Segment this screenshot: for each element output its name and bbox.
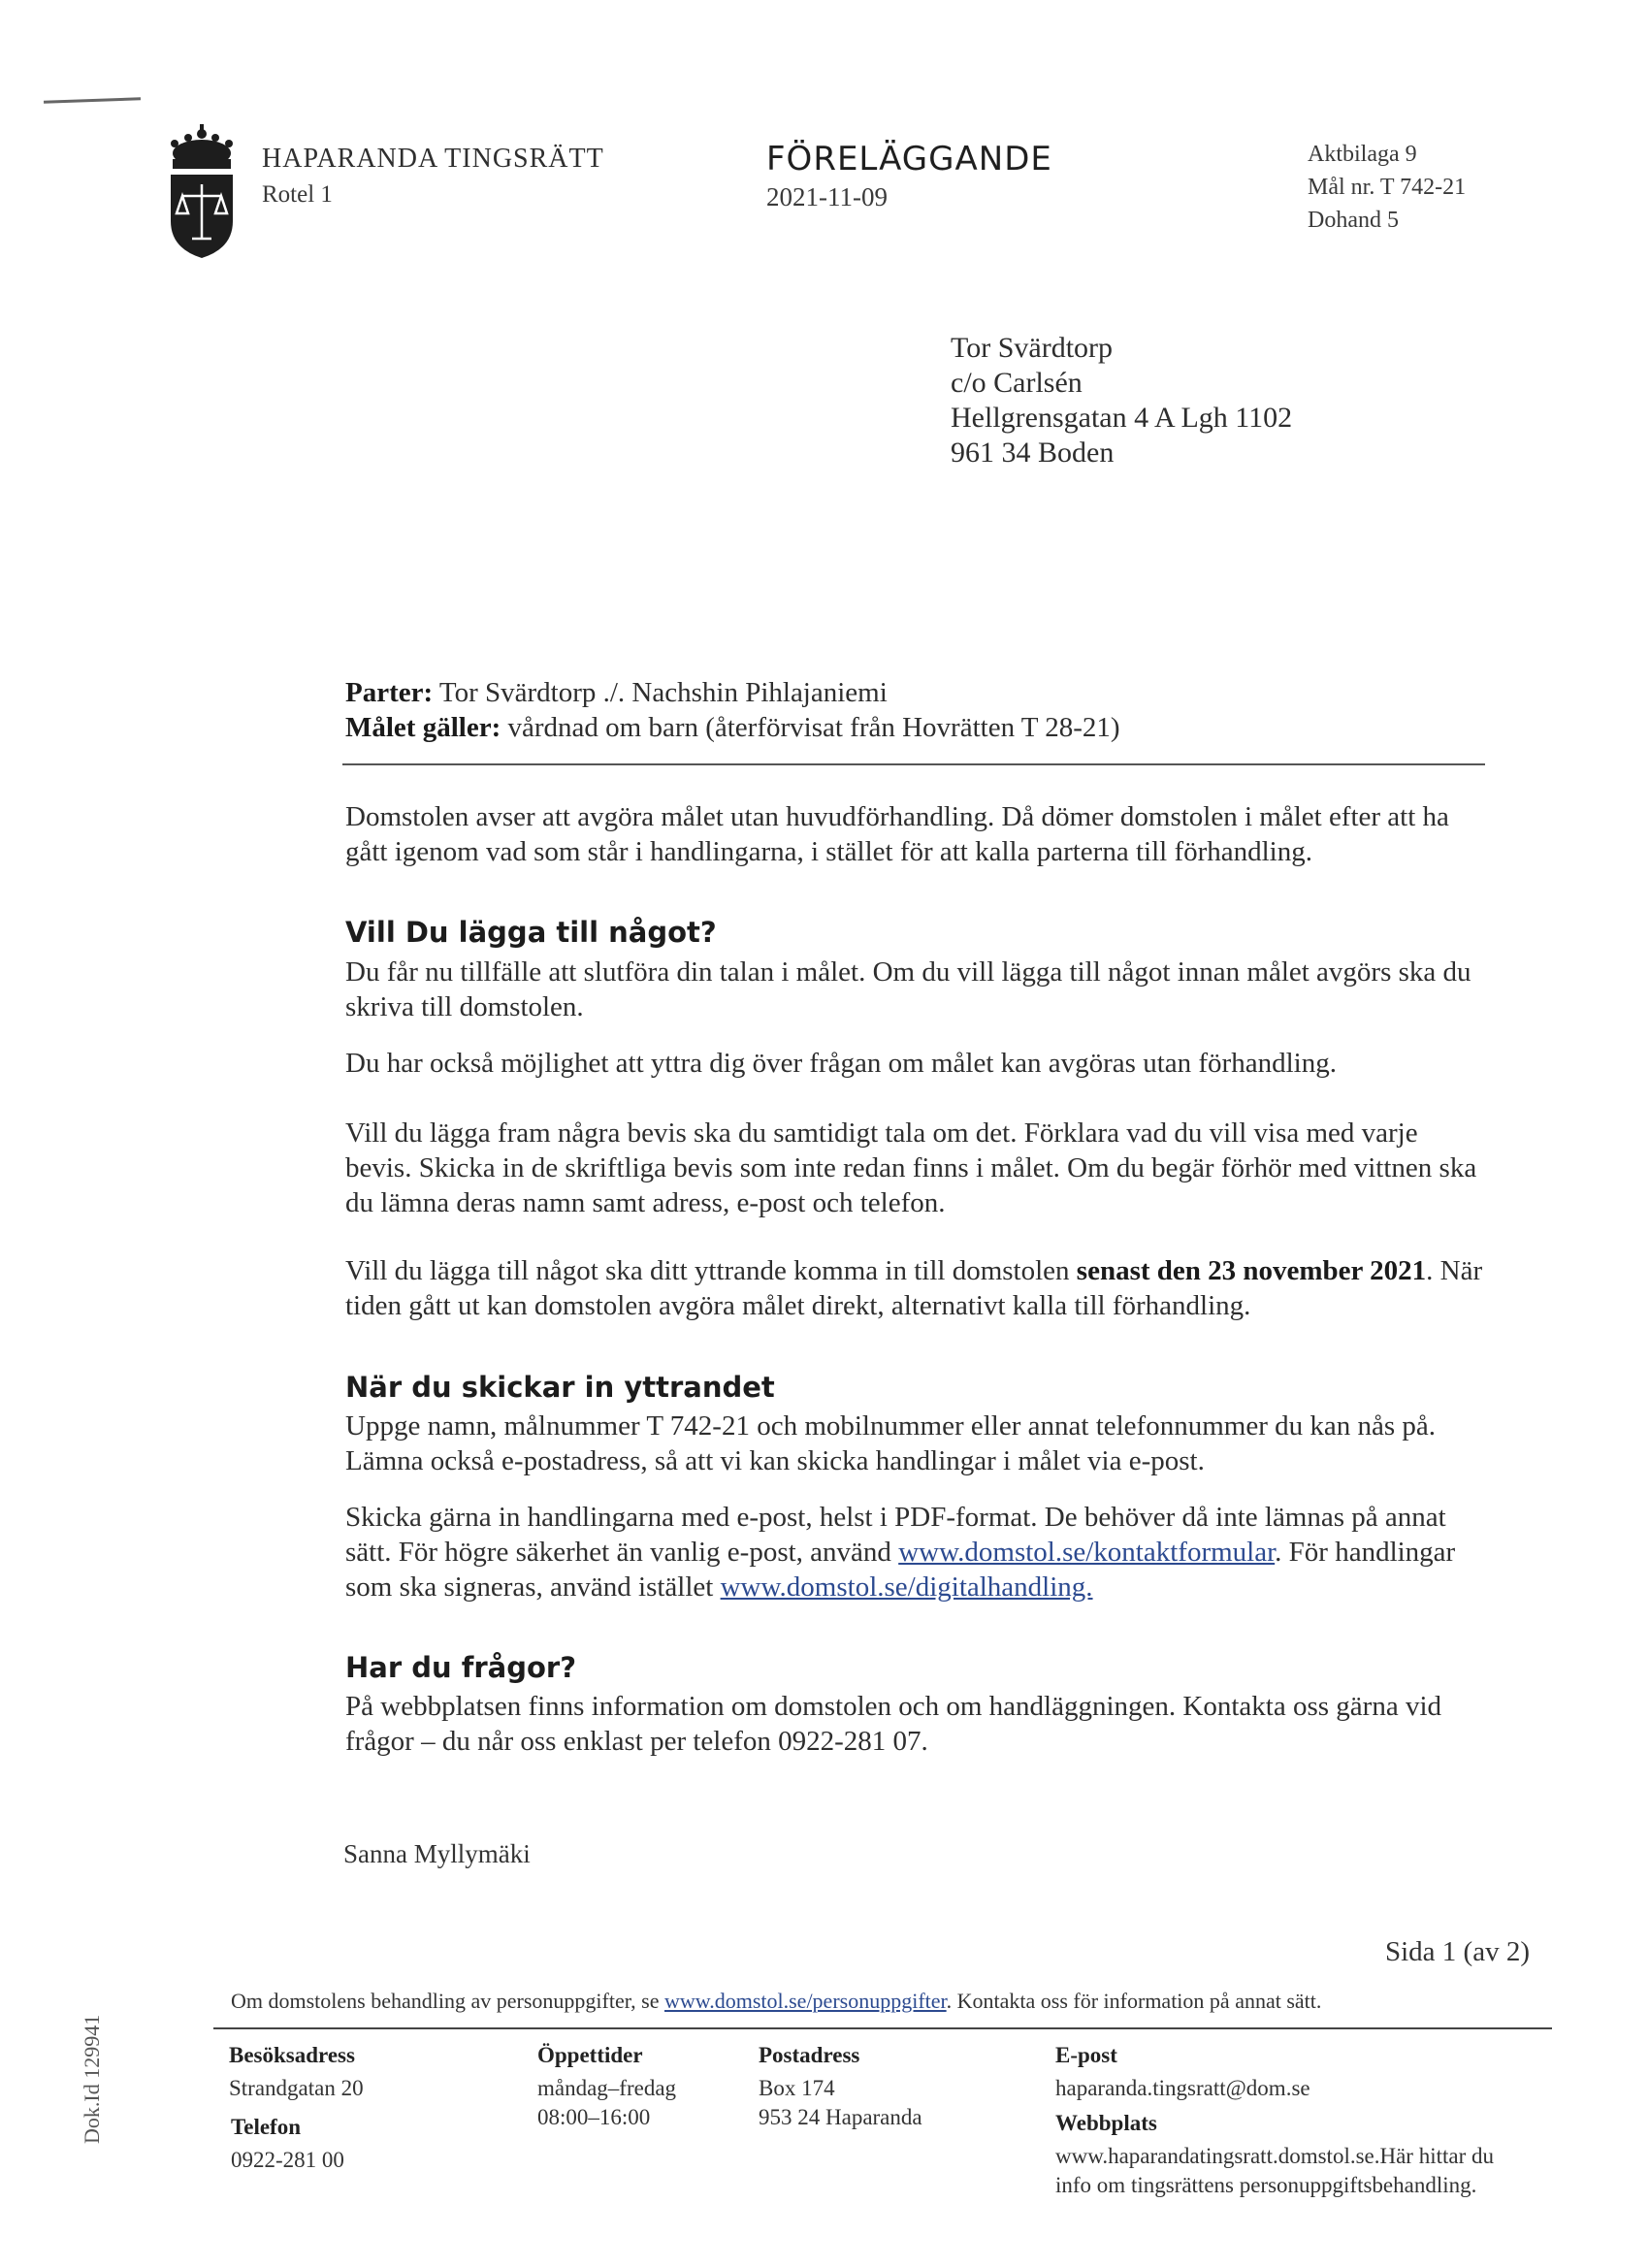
- paragraph-without-hearing: Du har också möjlighet att yttra dig över frågan om målet kan avgöras utan förhandling.: [345, 1048, 1337, 1079]
- footer-postal-label: Postadress: [759, 2043, 860, 2067]
- parties-value: Tor Svärdtorp ./. Nachshin Pihlajaniemi: [438, 677, 888, 708]
- contact-form-link[interactable]: www.domstol.se/kontaktformular: [898, 1537, 1276, 1568]
- ref-dohand: Dohand 5: [1308, 208, 1399, 233]
- digital-handling-link[interactable]: www.domstol.se/digitalhandling.: [720, 1571, 1093, 1603]
- privacy-notice: [231, 1989, 1321, 2014]
- footer-email-value[interactable]: haparanda.tingsratt@dom.se: [1055, 2076, 1310, 2100]
- heading-submitting: När du skickar in yttrandet: [345, 1371, 775, 1404]
- court-name: HAPARANDA TINGSRÄTT: [262, 144, 604, 174]
- paragraph-deadline: [345, 1253, 1490, 1323]
- case-subject-label: Målet gäller:: [345, 712, 501, 743]
- paragraph-evidence: Vill du lägga fram några bevis ska du samtidigt tala om det. Förklara vad du vill visa med varje bevis. Skicka in de skriftliga bevis som inte redan finns i målet. Om du begär förhör med vittnen ska du lämna deras namn samt adress, e-post och telefon.: [345, 1118, 1477, 1218]
- privacy-link[interactable]: www.domstol.se/personuppgifter: [663, 1989, 947, 2013]
- document-type: FÖRELÄGGANDE: [766, 140, 1052, 178]
- footer-postal-city: 953 24 Haparanda: [759, 2105, 922, 2129]
- recipient-city: 961 34 Boden: [951, 437, 1115, 469]
- case-subject-value: vårdnad om barn (återförvisat från Hovrätten T 28-21): [507, 712, 1120, 743]
- deadline-pre: Vill du lägga till något ska ditt yttrande komma in till domstolen: [345, 1255, 1077, 1286]
- parties-line: [345, 677, 888, 709]
- recipient-name: Tor Svärdtorp: [951, 332, 1114, 364]
- court-rotel: Rotel 1: [262, 181, 333, 208]
- footer-visit-value: Strandgatan 20: [229, 2076, 364, 2100]
- footer-visit-label: Besöksadress: [229, 2043, 355, 2067]
- ref-aktbilaga: Aktbilaga 9: [1308, 142, 1417, 167]
- email-text-a: Skicka gärna in handlingarna med e-post, helst i PDF-format. De behöver då inte lämnas på annat sätt. För högre säkerhet än vanlig e-post, använd: [345, 1502, 1446, 1568]
- recipient-co: c/o Carlsén: [951, 367, 1083, 399]
- privacy-pre: Om domstolens behandling av personuppgifter, se: [231, 1989, 664, 2013]
- heading-questions: Har du frågor?: [345, 1651, 577, 1684]
- deadline-post: . När tiden gått ut kan domstolen avgöra målet direkt, alternativt kalla till förhandling.: [345, 1255, 1483, 1321]
- ref-case-number: Mål nr. T 742-21: [1308, 175, 1467, 200]
- paragraph-contact-details: Uppge namn, målnummer T 742-21 och mobilnummer eller annat telefonnummer du kan nås på. Lämna också e-postadress, så att vi kan skicka handlingar i målet via e-post.: [345, 1410, 1437, 1476]
- footer-web-value-2: info om tingsrättens personuppgiftsbehandling.: [1055, 2173, 1477, 2197]
- footer-phone-value: 0922-281 00: [231, 2148, 344, 2172]
- deadline-date: senast den 23 november 2021: [1076, 1255, 1427, 1286]
- court-crest-icon: [165, 124, 239, 260]
- footer-web-label: Webbplats: [1055, 2111, 1157, 2135]
- paragraph-questions: På webbplatsen finns information om domstolen och om handläggningen. Kontakta oss gärna vid frågor – du når oss enklast per telefon 0922-281 07.: [345, 1691, 1441, 1757]
- email-text-b: . För handlingar som ska signeras, använd istället: [345, 1537, 1456, 1603]
- scan-mark: [44, 97, 141, 103]
- privacy-post: . Kontakta oss för information på annat sätt.: [946, 1989, 1322, 2013]
- heading-add-something: Vill Du lägga till något?: [345, 916, 717, 949]
- footer-postal-box: Box 174: [759, 2076, 835, 2100]
- footer-hours-time: 08:00–16:00: [537, 2105, 651, 2129]
- footer-phone-label: Telefon: [231, 2115, 301, 2139]
- page-number: Sida 1 (av 2): [1385, 1936, 1530, 1967]
- intro-paragraph: Domstolen avser att avgöra målet utan huvudförhandling. Då dömer domstolen i målet efter att ha gått igenom vad som står i handlingarna, i stället för att kalla parterna till förhandling.: [345, 801, 1449, 867]
- footer-divider: [213, 2027, 1552, 2029]
- parties-label: Parter:: [345, 677, 434, 708]
- footer-web-value-1[interactable]: www.haparandatingsratt.domstol.se.Här hittar du: [1055, 2144, 1495, 2168]
- signature: Sanna Myllymäki: [343, 1839, 531, 1868]
- paragraph-email-submission: [345, 1500, 1490, 1604]
- footer-hours-days: måndag–fredag: [537, 2076, 677, 2100]
- footer-hours-label: Öppettider: [537, 2043, 643, 2067]
- recipient-street: Hellgrensgatan 4 A Lgh 1102: [951, 402, 1293, 434]
- document-date: 2021-11-09: [766, 182, 888, 211]
- case-subject-line: [345, 712, 1120, 744]
- parties-divider: [342, 763, 1485, 765]
- document-id: Dok.Id 129941: [80, 2014, 104, 2144]
- footer-email-label: E-post: [1055, 2043, 1117, 2067]
- paragraph-final-statement: Du får nu tillfälle att slutföra din talan i målet. Om du vill lägga till något innan målet avgörs ska du skriva till domstolen.: [345, 956, 1471, 1022]
